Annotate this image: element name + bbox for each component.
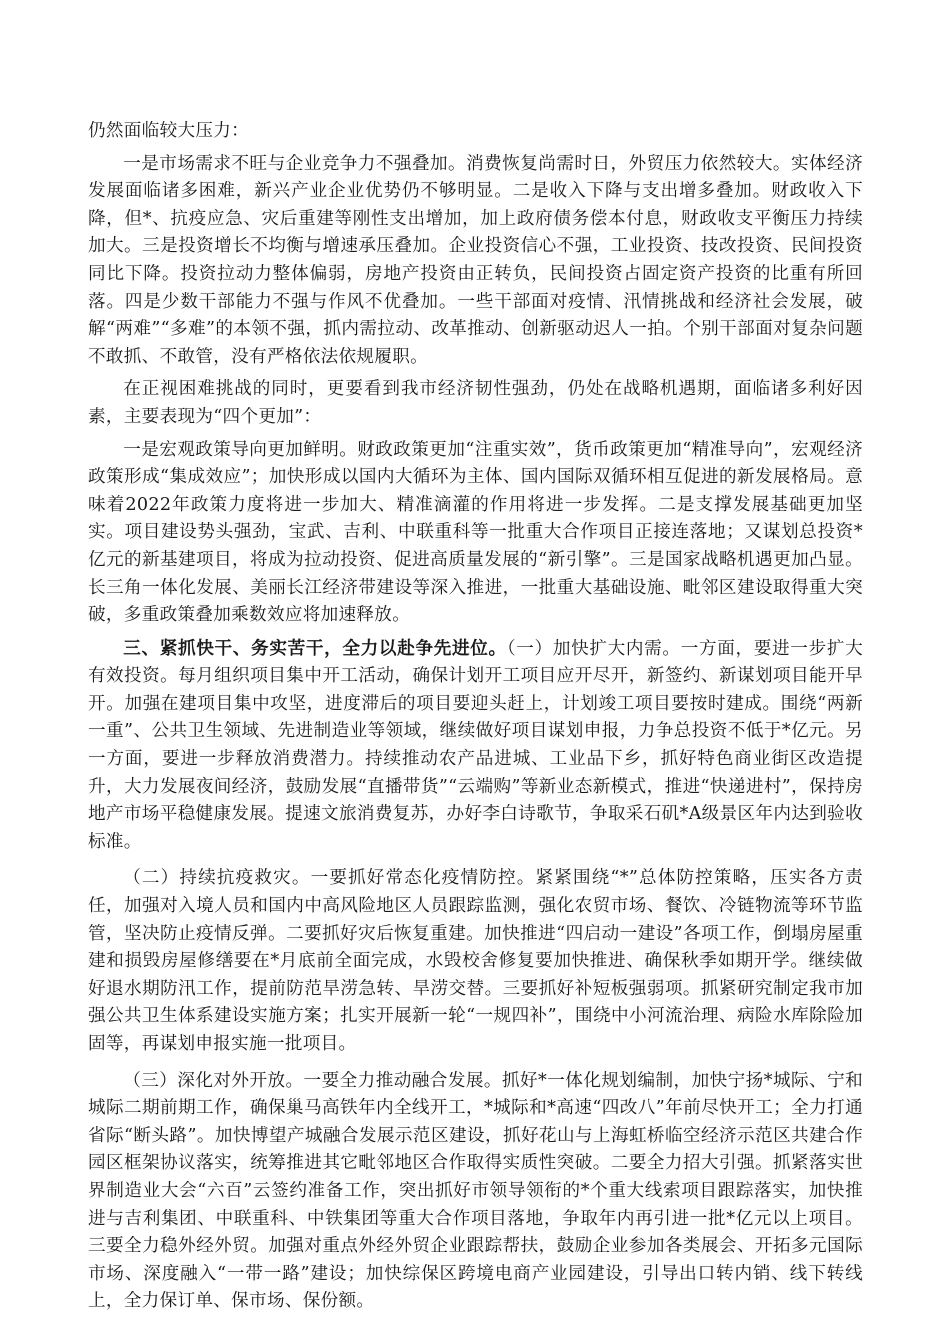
lead-line: 仍然面临较大压力：: [88, 121, 250, 141]
paragraph-pressures: 一是市场需求不旺与企业竞争力不强叠加。消费恢复尚需时日，外贸压力依然较大。实体经济发展面临诸多困难，新兴产业企业优势仍不够明显。二是收入下降与支出增多叠加。财政收入下降，但*、抗疫应急、灾后重建等刚性支出增加，加上政府债务偿本付息，财政收支平衡压力持续加大。三是投资增长不均衡与增速承压叠加。企业投资信心不强，工业投资、技改投资、民间投资同比下降。投资拉动力整体偏弱，房地产投资由正转负，民间投资占固定资产投资的比重有所回落。四是少数干部能力不强与作风不优叠加。一些干部面对疫情、汛情挑战和经济社会发展，破解“两难”“多难”的本领不强，抓内需拉动、改革推动、创新驱动迟人一拍。个别干部面对复杂问题不敢抓、不敢管，没有严格依法依规履职。: [88, 153, 863, 367]
section-three: [88, 635, 863, 857]
section-three-heading: 三、紧抓快干、务实苦干，全力以赴争先进位。: [123, 637, 507, 659]
paragraph-opening-up: （三）深化对外开放。一要全力推动融合发展。抓好*一体化规划编制，加快宁扬*城际、宁和城际二期前期工作，确保巢马高铁年内全线开工，*城际和*高速“四改八”年前尽快开工；全力打通省际“断头路”。加快博望产城融合发展示范区建设，抓好花山与上海虹桥临空经济示范区共建合作园区框架协议落实，统筹推进其它毗邻地区合作取得实质性突破。二要全力招大引强。抓紧落实世界制造业大会“六百”云签约准备工作，突出抓好市领导领衔的*个重大线索项目跟踪落实，加快推进与吉利集团、中联重科、中铁集团等重大合作项目落地，争取年内再引进一批*亿元以上项目。三要全力稳外经外贸。加强对重点外经外贸企业跟踪帮扶，鼓励企业参加各类展会、开拓多元国际市场、深度融入“一带一路”建设；加快综保区跨境电商产业园建设，引导出口转内销、线下转线上，全力保订单、保市场、保份额。: [88, 1070, 863, 1312]
section-three-body: （一）加快扩大内需。一方面，要进一步扩大有效投资。每月组织项目集中开工活动，确保计划开工项目应开尽开，新签约、新谋划项目能开早开。加强在建项目集中攻坚，进度滞后的项目要迎头赶上，计划竣工项目要按时建成。围绕“两新一重”、公共卫生领域、先进制造业等领域，继续做好项目谋划申报，力争总投资不低于*亿元。另一方面，要进一步释放消费潜力。持续推动农产品进城、工业品下乡，抓好特色商业街区改造提升，大力发展夜间经济，鼓励发展“直播带货”“云端购”等新业态新模式，推进“快递进村”，保持房地产市场平稳健康发展。提速文旅消费复苏，办好李白诗歌节，争取采石矶*A级景区年内达到验收标准。: [88, 638, 863, 852]
document-body: [88, 118, 863, 1316]
paragraph-four-more: 一是宏观政策导向更加鲜明。财政政策更加“注重实效”，货币政策更加“精准导向”，宏观经济政策形成“集成效应”；加快形成以国内大循环为主体、国内国际双循环相互促进的新发展格局。意味着2022年政策力度将进一步加大、精准滴灌的作用将进一步发挥。二是支撑发展基础更加坚实。项目建设势头强劲，宝武、吉利、中联重科等一批重大合作项目正接连落地；又谋划总投资*亿元的新基建项目，将成为拉动投资、促进高质量发展的“新引擎”。三是国家战略机遇更加凸显。长三角一体化发展、美丽长江经济带建设等深入推进，一批重大基础设施、毗邻区建设取得重大突破，多重政策叠加乘数效应将加速释放。: [88, 439, 863, 626]
paragraph-epidemic-disaster: （二）持续抗疫救灾。一要抓好常态化疫情防控。紧紧围绕“*”总体防控策略，压实各方责任，加强对入境人员和国内中高风险地区人员跟踪监测，强化农贸市场、餐饮、冷链物流等环节监管，坚决防止疫情反弹。二要抓好灾后恢复重建。加快推进“四启动一建设”各项工作，倒塌房屋重建和损毁房屋修缮要在*月底前全面完成，水毁校舍修复要加快推进、确保秋季如期开学。继续做好退水期防汛工作，提前防范旱涝急转、旱涝交替。三要抓好补短板强弱项。抓紧研究制定我市加强公共卫生体系建设实施方案；扎实开展新一轮“一规四补”，围绕中小河流治理、病险水库除险加固等，再谋划申报实施一批项目。: [88, 868, 863, 1054]
paragraph-resilience: 在正视困难挑战的同时，更要看到我市经济韧性强劲，仍处在战略机遇期，面临诸多利好因素，主要表现为“四个更加”：: [88, 379, 863, 427]
